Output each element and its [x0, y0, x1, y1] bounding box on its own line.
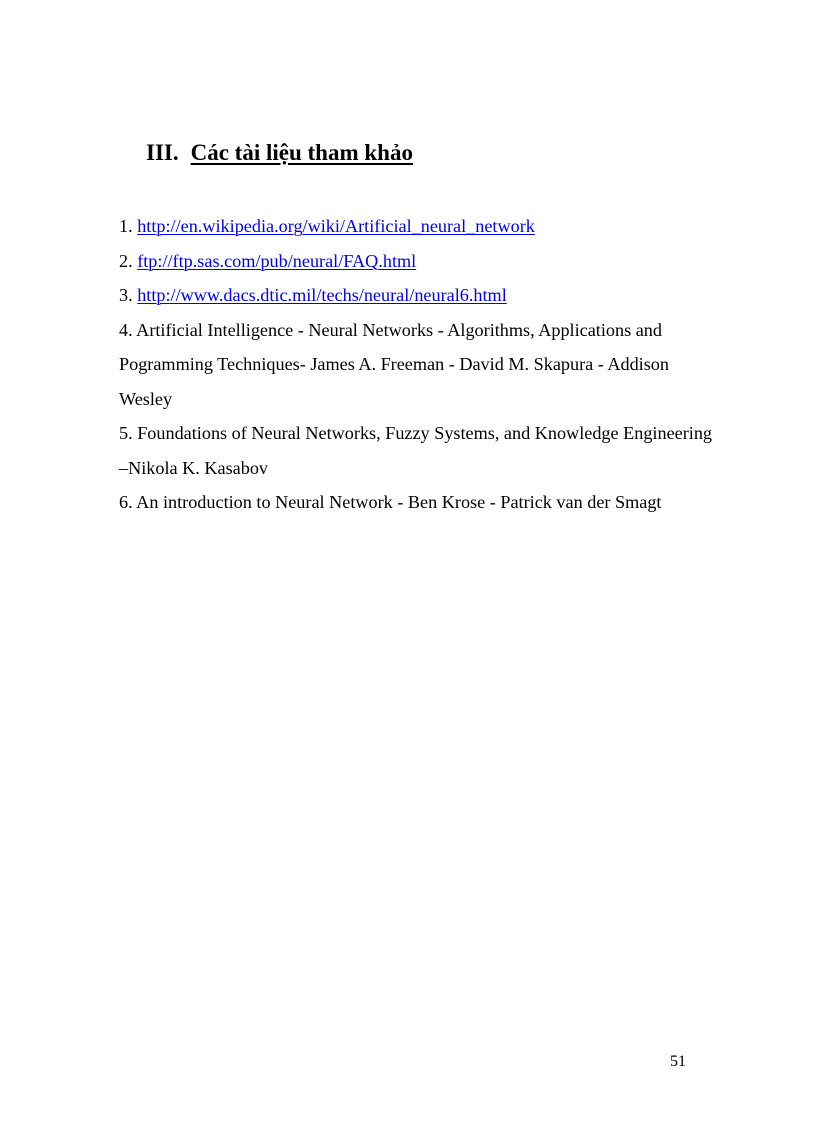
reference-item-3 — [119, 278, 719, 313]
reference-item-5: 5. Foundations of Neural Networks, Fuzzy Systems, and Knowledge Engineering –Nikola K. Kasabov — [119, 423, 713, 478]
reference-number: 1. — [119, 216, 138, 236]
section-title: Các tài liệu tham khảo — [190, 140, 413, 165]
reference-list — [119, 209, 719, 520]
reference-link[interactable]: ftp://ftp.sas.com/pub/neural/FAQ.html — [137, 250, 417, 271]
reference-link[interactable]: http://www.dacs.dtic.mil/techs/neural/neural6.html — [137, 285, 507, 305]
reference-item-6: 6. An introduction to Neural Network - Ben Krose - Patrick van der Smagt — [119, 492, 662, 512]
reference-number: 3. — [119, 285, 138, 305]
section-number: III. — [146, 140, 179, 165]
page-number: 51 — [670, 1053, 686, 1070]
section-heading — [146, 138, 413, 168]
reference-item-1 — [119, 209, 719, 244]
reference-item-2 — [119, 244, 719, 279]
reference-item-4: 4. Artificial Intelligence - Neural Networks - Algorithms, Applications and Pogramming Techniques- James A. Freeman - David M. Skapura - Addison Wesley — [119, 319, 669, 409]
reference-link[interactable]: http://en.wikipedia.org/wiki/Artificial_neural_network — [137, 216, 535, 236]
reference-number: 2. — [119, 250, 138, 271]
